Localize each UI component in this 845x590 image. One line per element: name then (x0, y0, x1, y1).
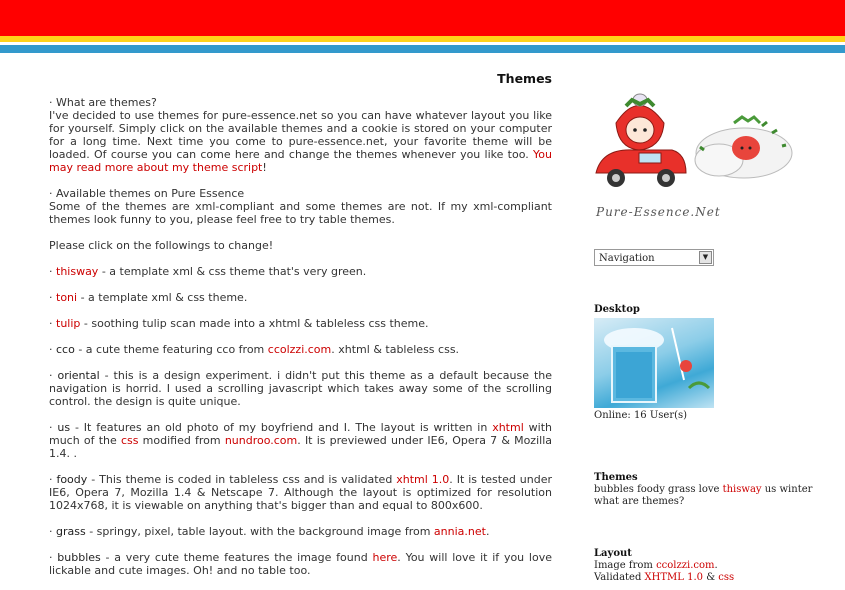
theme-desc: . xhtml & tableless css. (331, 343, 460, 356)
sidebar-theme-thisway-link[interactable]: thisway (722, 484, 762, 495)
bullet: · (49, 291, 53, 304)
logo-text: Pure-Essence.Net (596, 205, 721, 219)
annia-link[interactable]: annia.net (433, 525, 486, 538)
theme-desc: . You will love it if you love lickable and cute images. Oh! and no table too. (49, 551, 552, 577)
theme-script-link[interactable]: You may read more about my theme script (49, 148, 553, 174)
theme-link-thisway[interactable]: thisway (56, 265, 99, 278)
available-heading: · Available themes on Pure Essence (49, 187, 245, 200)
theme-item-grass (49, 525, 552, 538)
theme-name-foody: foody (56, 473, 88, 486)
chevron-down-icon[interactable]: ▼ (699, 251, 712, 264)
theme-name-cco: cco (56, 343, 75, 356)
xhtml-link[interactable]: xhtml (492, 421, 524, 434)
theme-desc: - springy, pixel, table layout. with the background image from (85, 525, 434, 538)
bullet: · (49, 343, 53, 356)
desktop-heading: Desktop (594, 304, 640, 315)
css-link[interactable]: css (120, 434, 139, 447)
themes-list (594, 484, 814, 508)
header-band-blue (0, 45, 845, 53)
theme-item-toni (49, 291, 552, 304)
theme-desc: - soothing tulip scan made into a xhtml & tableless css theme. (80, 317, 429, 330)
theme-desc: - a template xml & css theme that's very green. (98, 265, 367, 278)
layout-css-link[interactable]: css (718, 572, 735, 583)
online-users: Online: 16 User(s) (594, 410, 688, 421)
theme-desc: - this is a design experiment. i didn't put this theme as a default because the navigation is horrid. I used a scrolling javascript which takes away some of the scrolling control. the design is quite unique. (49, 369, 553, 408)
layout-xhtml-link[interactable]: XHTML 1.0 (644, 572, 704, 583)
layout-section (594, 548, 814, 584)
desktop-image-art (594, 318, 714, 408)
theme-name-us: us (57, 421, 71, 434)
theme-item-tulip (49, 317, 552, 330)
theme-item-us (49, 421, 552, 460)
click-instruction: Please click on the followings to change! (49, 239, 274, 252)
theme-name-oriental: oriental (57, 369, 100, 382)
available-section (49, 187, 552, 226)
theme-desc: - This theme is coded in tableless css and is validated (87, 473, 397, 486)
theme-link-toni[interactable]: toni (56, 291, 78, 304)
theme-desc: - It features an old photo of my boyfriend and I. The layout is written in (70, 421, 493, 434)
what-are-themes-link[interactable]: what are themes? (594, 496, 685, 507)
sidebar (594, 88, 814, 584)
page-title: Themes (497, 71, 552, 86)
strawberry-car-illustration (594, 88, 794, 208)
theme-name-grass: grass (56, 525, 86, 538)
themes-list-text[interactable]: bubbles foody grass love (594, 484, 723, 495)
theme-desc: - a cute theme featuring cco from (74, 343, 268, 356)
bullet: · (49, 421, 53, 434)
bullet: · (49, 525, 53, 538)
desktop-section (594, 304, 814, 422)
navigation-select[interactable] (594, 249, 714, 266)
layout-ccolzzi-link[interactable]: ccolzzi.com (656, 560, 715, 571)
layout-valid-text: & (703, 572, 719, 583)
site-logo[interactable] (594, 88, 794, 228)
navigation-selected-value: Navigation (599, 253, 655, 264)
theme-desc: modified from (138, 434, 225, 447)
theme-desc: - a template xml & css theme. (77, 291, 248, 304)
themes-heading: Themes (594, 472, 638, 483)
bullet: · (49, 369, 53, 382)
what-heading: · What are themes? (49, 96, 157, 109)
layout-image-text: Image from (594, 560, 657, 571)
xhtml-validate-link[interactable]: xhtml 1.0 (396, 473, 450, 486)
theme-item-cco (49, 343, 552, 356)
theme-item-oriental (49, 369, 552, 408)
theme-desc: - a very cute theme features the image found (100, 551, 373, 564)
layout-image-text: . (714, 560, 718, 571)
bullet: · (49, 473, 53, 486)
bullet: · (49, 317, 53, 330)
what-text: I've decided to use themes for pure-essence.net so you can have whatever layout you like for yourself. Simply click on the available themes and a cookie is stored on your computer for a long time. Next time you come to pure-essence.net, your favorite theme will be loaded. Of course you can come here and change the themes whenever you like too. (49, 109, 552, 161)
themes-section (594, 472, 814, 508)
available-text: Some of the themes are xml-compliant and some themes are not. If my xml-compliant themes look funny to you, please feel free to try table themes. (49, 200, 552, 226)
theme-desc: . It is tested under IE6, Opera 7, Mozilla 1.4 & Netscape 7. Although the layout is optimized for resolution 1024x768, it is viewable on anything that's bigger than and equal to 800x600. (49, 473, 553, 512)
bullet: · (49, 265, 53, 278)
ccolzzi-link[interactable]: ccolzzi.com (267, 343, 332, 356)
here-link[interactable]: here (372, 551, 398, 564)
theme-item-foody (49, 473, 552, 512)
layout-heading: Layout (594, 548, 632, 559)
nundroo-link[interactable]: nundroo.com (224, 434, 298, 447)
header-band-red (0, 0, 845, 36)
theme-item-bubbles (49, 551, 552, 577)
layout-credits (594, 560, 814, 584)
main-content (49, 72, 552, 590)
bullet: · (49, 551, 53, 564)
theme-desc: . (485, 525, 490, 538)
theme-name-bubbles: bubbles (57, 551, 101, 564)
themes-list-text[interactable]: us winter (761, 484, 813, 495)
desktop-thumbnail[interactable] (594, 318, 714, 408)
layout-valid-text: Validated (594, 572, 645, 583)
theme-link-tulip[interactable]: tulip (56, 317, 81, 330)
theme-item-thisway (49, 265, 552, 278)
what-section: · What are themes? I've decided to use themes for pure-essence.net so you can have whatever layout you like for yourself. Simply click on the available themes and a cookie is stored on your computer for a long time. Next time you come to pure-essence.net, your favorite theme will be loaded. Of course you can come here and change the themes whenever you like too. You may read more about my theme script! (49, 96, 553, 174)
theme-desc: . It is previewed under IE6, Opera 7 & Mozilla 1.4. . (49, 434, 552, 460)
theme-desc: with much of the (49, 421, 552, 447)
